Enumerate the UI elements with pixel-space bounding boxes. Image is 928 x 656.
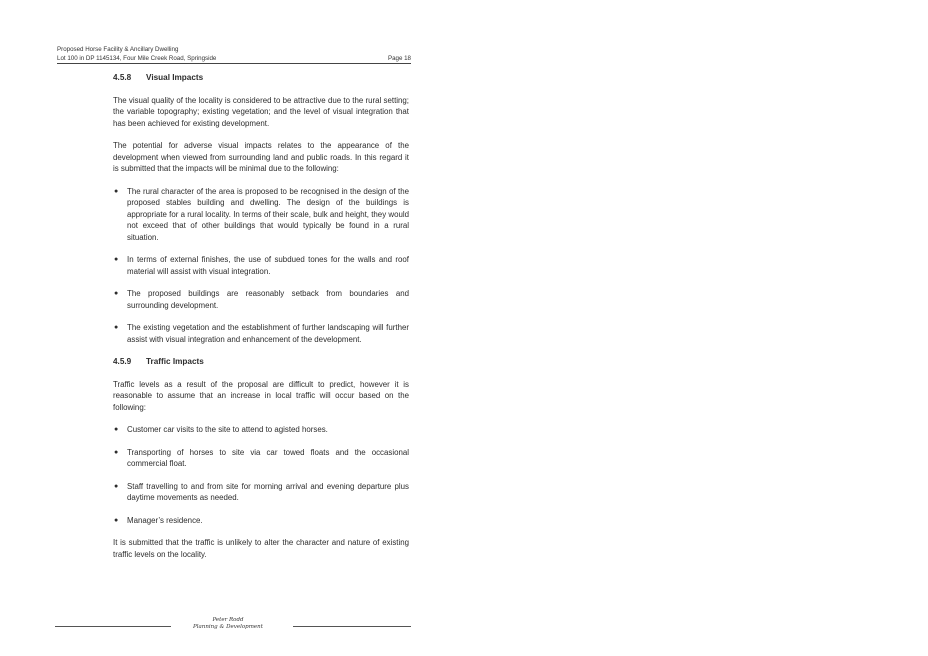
section-heading-traffic-impacts — [113, 356, 409, 368]
bullet-list — [113, 186, 409, 346]
list-item-text: Customer car visits to the site to attend to agisted horses. — [127, 425, 328, 434]
list-item — [113, 515, 409, 527]
list-item-text: Transporting of horses to site via car towed floats and the occasional commercial float. — [127, 447, 409, 468]
paragraph: The potential for adverse visual impacts relates to the appearance of the development when viewed from surrounding land and public roads. In this regard it is submitted that the impacts will be minimal due to the following: — [113, 141, 409, 173]
paragraph: It is submitted that the traffic is unlikely to alter the character and nature of existing traffic levels on the locality. — [113, 538, 409, 559]
header-title: Proposed Horse Facility & Ancillary Dwelling — [57, 46, 179, 53]
header-rule — [57, 63, 411, 64]
bullet-icon: ● — [114, 324, 119, 331]
document-body — [113, 72, 409, 571]
list-item — [113, 186, 409, 244]
bullet-icon: ● — [114, 482, 119, 490]
header-lot: Lot 100 in DP 1145134, Four Mile Creek Road, Springside — [57, 55, 217, 62]
bullet-icon: ● — [114, 448, 119, 456]
bullet-icon: ● — [114, 516, 119, 524]
paragraph: Traffic levels as a result of the proposal are difficult to predict, however it is reasonable to assume that an increase in local traffic will occur based on the following: — [113, 379, 409, 412]
list-item — [113, 288, 409, 311]
header-page-number: Page 18 — [387, 55, 411, 62]
footer-rule-left — [55, 626, 171, 627]
bullet-list — [113, 424, 409, 526]
list-item-text: The proposed buildings are reasonably setback from boundaries and surrounding development. — [127, 289, 409, 310]
list-item — [113, 481, 409, 504]
section-heading-visual-impacts — [113, 72, 409, 84]
footer-signature — [188, 617, 268, 631]
list-item — [113, 447, 409, 470]
paragraph: The visual quality of the locality is considered to be attractive due to the rural setting; the variable topography; existing vegetation; and the level of visual integration that has been achieved for existing development. — [113, 95, 409, 128]
signature-role: Planning & Development — [193, 624, 263, 630]
list-item-text: Staff travelling to and from site for morning arrival and evening departure plus daytime movements as needed. — [127, 481, 409, 502]
bullet-icon: ● — [114, 256, 119, 263]
bullet-icon: ● — [114, 426, 119, 433]
list-item — [113, 254, 409, 277]
section-title: Traffic Impacts — [146, 357, 204, 366]
list-item-text: In terms of external finishes, the use of subdued tones for the walls and roof material will assist with visual integration. — [127, 255, 409, 276]
signature-name: Peter Rodd — [212, 617, 244, 623]
bullet-icon: ● — [114, 187, 119, 195]
bullet-icon: ● — [114, 290, 119, 297]
section-number: 4.5.9 — [113, 357, 132, 366]
list-item-text: The rural character of the area is proposed to be recognised in the design of the proposed stables building and dwelling. The design of the buildings is appropriate for a rural locality. In terms of their scale, bulk and height, they would not exceed that of other buildings that would typically be found in a rural situation. — [127, 186, 409, 242]
list-item-text: Manager’s residence. — [127, 515, 203, 525]
list-item — [113, 322, 409, 345]
header-line-2 — [57, 54, 411, 63]
section-number: 4.5.8 — [113, 73, 132, 82]
page-header — [57, 45, 411, 63]
section-title: Visual Impacts — [146, 73, 204, 82]
list-item-text: The existing vegetation and the establishment of further landscaping will further assist with visual integration and enhancement of the development. — [127, 323, 409, 344]
footer-rule-right — [293, 626, 411, 627]
list-item — [113, 424, 409, 436]
